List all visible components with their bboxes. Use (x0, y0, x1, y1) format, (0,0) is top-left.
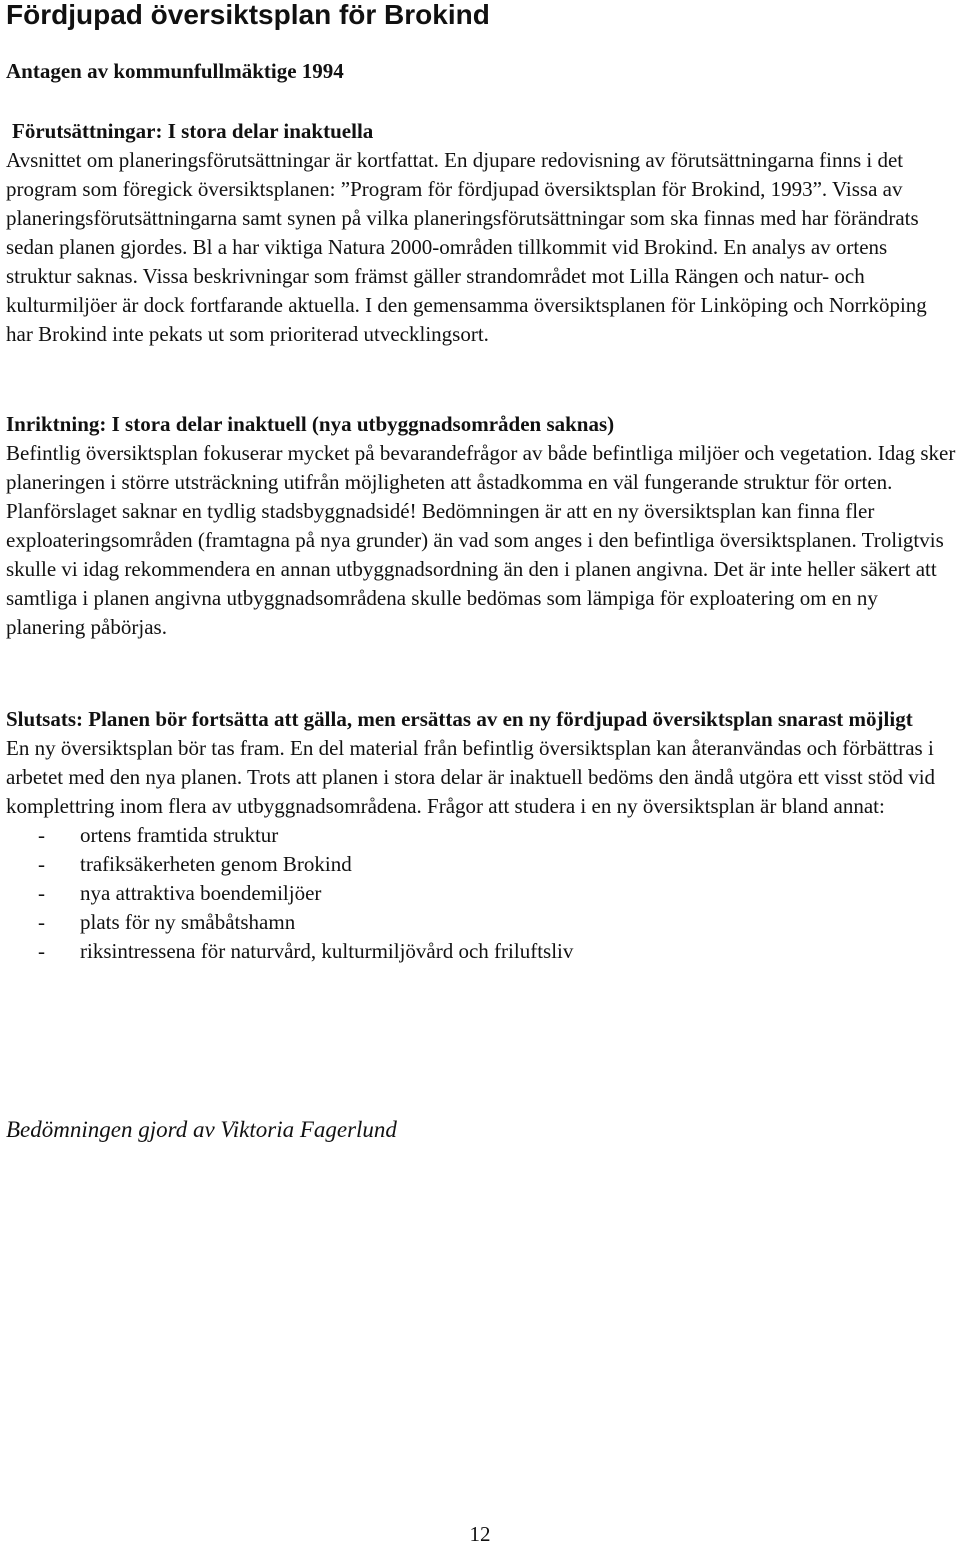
bullet-dash: - (38, 823, 45, 847)
adoption-note: Antagen av kommunfullmäktige 1994 (6, 59, 344, 83)
section-direction-heading: Inriktning: I stora delar inaktuell (nya utbyggnadsområden saknas) (6, 412, 615, 436)
bullet-dash: - (38, 939, 45, 963)
list-item (6, 821, 956, 850)
list-item (6, 937, 956, 966)
list-item-text: riksintressena för naturvård, kulturmiljövård och friluftsliv (80, 939, 574, 963)
list-item-text: trafiksäkerheten genom Brokind (80, 852, 352, 876)
list-item-text: plats för ny småbåtshamn (80, 910, 296, 934)
section-conclusion-heading: Slutsats: Planen bör fortsätta att gälla, men ersättas av en ny fördjupad översiktsplan snarast möjligt (6, 707, 913, 731)
list-item-text: ortens framtida struktur (80, 823, 279, 847)
bullet-dash: - (38, 881, 45, 905)
section-conclusion-body: En ny översiktsplan bör tas fram. En del material från befintlig översiktsplan kan återanvändas och förbättras i arbetet med den nya planen. Trots att planen i stora delar är inaktuell bedöms den ändå utgöra ett visst stöd vid komplettring inom flera av utbyggnadsområdena. Frågor att studera i en ny översiktsplan är bland annat: (6, 736, 936, 818)
section-premises-body: Avsnittet om planeringsförutsättningar är kortfattat. En djupare redovisning av förutsättningarna finns i det program som föregick översiktsplanen: ”Program för fördjupad översiktsplan för Brokind, 1993”. Vissa av planeringsförutsättningarna samt synen på vilka planeringsförutsättningar som ska finnas med har förändrats sedan planen gjordes. Bl a har viktiga Natura 2000-områden tillkommit vid Brokind. En analys av ortens struktur saknas. Vissa beskrivningar som främst gäller strandområdet mot Lilla Rängen och natur- och kulturmiljöer är dock fortfarande aktuella. I den gemensamma översiktsplanen för Linköping och Norrköping har Brokind inte pekats ut som prioriterad utvecklingsort. (6, 148, 927, 346)
assessment-signature: Bedömningen gjord av Viktoria Fagerlund (6, 1117, 397, 1142)
bullet-dash: - (38, 910, 45, 934)
section-direction-body: Befintlig översiktsplan fokuserar mycket på bevarandefrågor av både befintliga miljöer och vegetation. Idag sker planeringen i större utsträckning utifrån möjligheten att åstadkomma en väl fungerande struktur för orten. Planförslaget saknar en tydlig stadsbyggnadsidé! Bedömningen är att en ny översiktsplan kan finna fler exploateringsområden (framtagna på nya grunder) än vad som anges i den befintliga översiktsplanen. Troligtvis skulle vi idag rekommendera en annan utbyggnadsordning än den i planen angivna. Det är inte heller säkert att samtliga i planen angivna utbyggnadsområdena skulle bedömas som lämpiga för exploatering om en ny planering påbörjas. (6, 441, 956, 639)
study-questions-list (6, 821, 956, 966)
list-item (6, 850, 956, 879)
section-direction (6, 410, 956, 642)
list-item (6, 879, 956, 908)
bullet-dash: - (38, 852, 45, 876)
list-item (6, 908, 956, 937)
section-conclusion (6, 705, 956, 966)
section-premises-heading: Förutsättningar: I stora delar inaktuella (12, 119, 374, 143)
section-premises (6, 117, 956, 349)
page-number: 12 (469, 1522, 491, 1546)
document-title: Fördjupad översiktsplan för Brokind (6, 0, 490, 30)
list-item-text: nya attraktiva boendemiljöer (80, 881, 322, 905)
